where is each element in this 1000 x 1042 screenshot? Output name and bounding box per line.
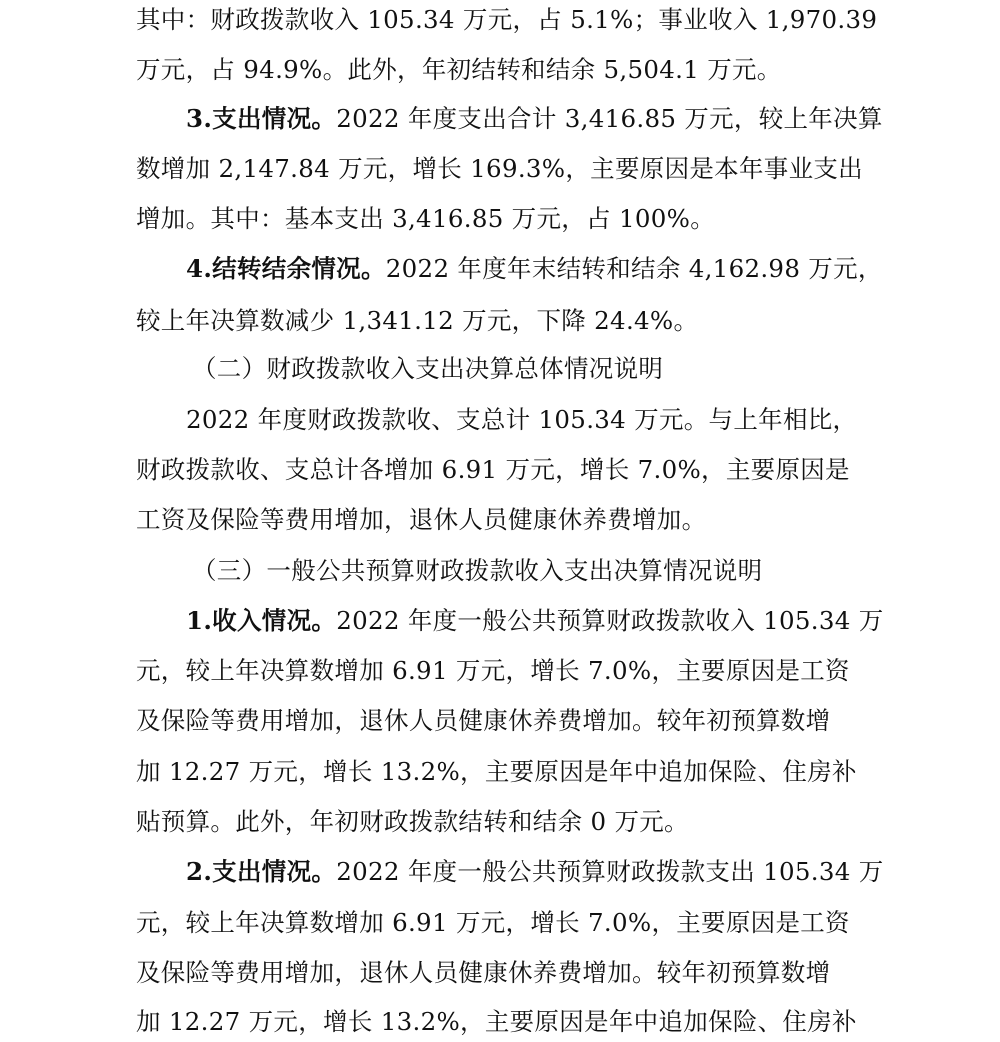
line-text: 财政拨款收、支总计各增加 6.91 万元，增长 7.0%，主要原因是 — [136, 455, 850, 484]
section-heading-3 — [192, 551, 762, 591]
section-heading-2 — [192, 349, 663, 389]
body-text-line — [136, 0, 877, 40]
body-text-line — [136, 301, 698, 341]
line-text: 元，较上年决算数增加 6.91 万元，增长 7.0%，主要原因是工资 — [136, 908, 850, 937]
section-lead-heading: 1.收入情况。 — [186, 606, 337, 635]
line-text: 加 12.27 万元，增长 13.2%，主要原因是年中追加保险、住房补 — [136, 1007, 857, 1036]
section-heading-text: （三）一般公共预算财政拨款收入支出决算情况说明 — [192, 556, 763, 585]
body-text-line — [186, 400, 857, 440]
section-lead-heading: 4.结转结余情况。 — [186, 254, 386, 283]
line-text: 增加。其中：基本支出 3,416.85 万元，占 100%。 — [136, 204, 716, 233]
section-lead-heading: 2.支出情况。 — [186, 857, 337, 886]
line-text: 2022 年度年末结转和结余 4,162.98 万元， — [385, 254, 883, 283]
line-text: 工资及保险等费用增加，退休人员健康休养费增加。 — [136, 505, 707, 534]
line-text: 万元，占 94.9%。此外，年初结转和结余 5,504.1 万元。 — [136, 55, 782, 84]
line-text: 2022 年度一般公共预算财政拨款收入 105.34 万 — [336, 606, 884, 635]
body-text-line — [136, 450, 850, 490]
line-text: 2022 年度一般公共预算财政拨款支出 105.34 万 — [336, 857, 884, 886]
line-text: 2022 年度财政拨款收、支总计 105.34 万元。与上年相比， — [186, 405, 858, 434]
section-paragraph-income — [186, 601, 884, 641]
body-text-line — [136, 752, 857, 792]
body-text-line — [136, 199, 715, 239]
body-text-line — [136, 149, 863, 189]
line-text: 及保险等费用增加，退休人员健康休养费增加。较年初预算数增 — [136, 706, 831, 735]
body-text-line — [136, 903, 850, 943]
line-text: 元，较上年决算数增加 6.91 万元，增长 7.0%，主要原因是工资 — [136, 656, 850, 685]
body-text-line — [136, 651, 850, 691]
body-text-line — [136, 1002, 857, 1042]
line-text: 较上年决算数减少 1,341.12 万元，下降 24.4%。 — [136, 306, 699, 335]
body-text-line — [136, 701, 830, 741]
line-text: 数增加 2,147.84 万元，增长 169.3%，主要原因是本年事业支出 — [136, 154, 863, 183]
section-lead-heading: 3.支出情况。 — [186, 104, 337, 133]
section-heading-text: （二）财政拨款收入支出决算总体情况说明 — [192, 354, 664, 383]
body-text-line — [136, 50, 782, 90]
line-text: 加 12.27 万元，增长 13.2%，主要原因是年中追加保险、住房补 — [136, 757, 857, 786]
line-text: 贴预算。此外，年初财政拨款结转和结余 0 万元。 — [136, 807, 689, 836]
body-text-line — [136, 500, 706, 540]
line-text: 其中：财政拨款收入 105.34 万元，占 5.1%；事业收入 1,970.39 — [136, 5, 878, 34]
body-text-line — [136, 802, 689, 842]
section-paragraph-expenditure — [186, 99, 883, 139]
section-paragraph-carryover — [186, 249, 883, 289]
line-text: 及保险等费用增加，退休人员健康休养费增加。较年初预算数增 — [136, 958, 831, 987]
body-text-line — [136, 953, 830, 993]
section-paragraph-expenditure-general — [186, 852, 884, 892]
line-text: 2022 年度支出合计 3,416.85 万元，较上年决算 — [336, 104, 883, 133]
